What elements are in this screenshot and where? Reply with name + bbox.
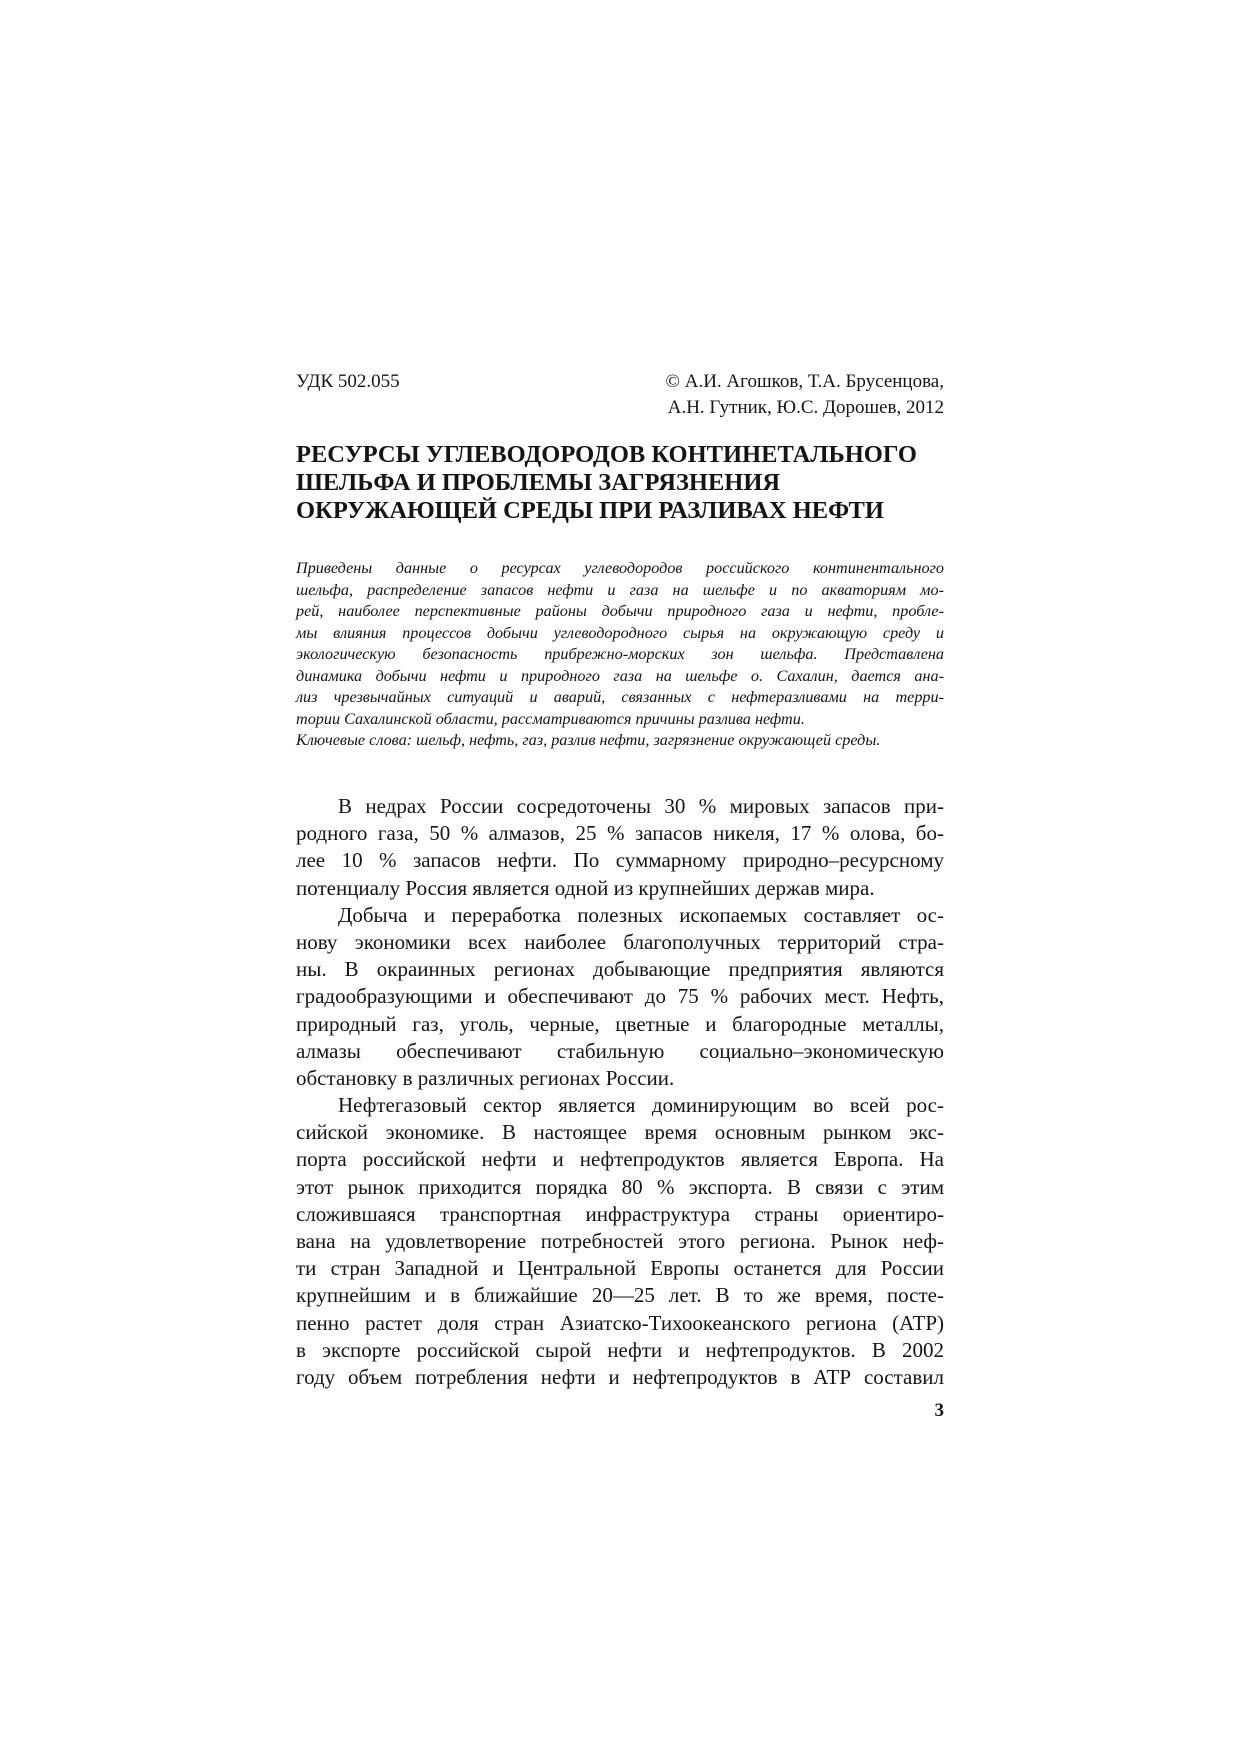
body-line: порта российской нефти и нефтепродуктов является Европа. На [296,1147,944,1172]
abstract-line: Приведены данные о ресурсах углеводородов российского континентального [296,559,944,577]
body-line: В недрах России сосредоточены 30 % мировых запасов при- [338,794,944,818]
title-line: ОКРУЖАЮЩЕЙ СРЕДЫ ПРИ РАЗЛИВАХ НЕФТИ [296,497,884,524]
body-line: крупнейшим и в ближайшие 20—25 лет. В то же время, посте- [296,1283,944,1308]
article-title [296,441,944,525]
body-line: пенно растет доля стран Азиатско-Тихоокеанского региона (АТР) [296,1310,944,1335]
article-body [296,793,944,1391]
abstract-line: рей, наиболее перспективные районы добычи природного газа и нефти, пробле- [296,602,944,620]
body-line: Добыча и переработка полезных ископаемых составляет ос- [338,902,944,927]
body-line: нову экономики всех наиболее благополучных территорий стра- [296,929,944,954]
body-line: ны. В окраинных регионах добывающие предприятия являются [296,957,944,982]
title-line: РЕСУРСЫ УГЛЕВОДОРОДОВ КОНТИНЕТАЛЬНОГО [296,441,917,468]
body-line: сийской экономике. В настоящее время основным рынком экс- [296,1120,944,1145]
abstract-line: экологическую безопасность прибрежно-морских зон шельфа. Представлена [296,645,944,663]
body-line: родного газа, 50 % алмазов, 25 % запасов никеля, 17 % олова, бо- [296,821,944,846]
authors-copyright [666,369,944,421]
abstract-line: лиз чрезвычайных ситуаций и аварий, связанных с нефтеразливами на терри- [296,688,944,706]
abstract [296,558,944,752]
body-line: обстановку в различных регионах России. [296,1065,675,1090]
udk-code: УДК 502.055 [296,371,400,392]
abstract-line: мы влияния процессов добычи углеводородного сырья на окружающую среду и [296,623,944,642]
body-line: сложившаяся транспортная инфраструктура страны ориентиро- [296,1201,944,1226]
body-line: ти стран Западной и Центральной Европы останется для России [296,1256,944,1281]
body-line: Нефтегазовый сектор является доминирующим во всей рос- [338,1093,944,1118]
body-line: году объем потребления нефти и нефтепродуктов в АТР составил [296,1364,944,1389]
authors-line: А.Н. Гутник, Ю.С. Дорошев, 2012 [667,397,944,418]
abstract-line: шельфа, распределение запасов нефти и газа на шельфе и по акваториям мо- [296,580,944,599]
body-line: лее 10 % запасов нефти. По суммарному природно–ресурсному [296,848,944,873]
journal-page [296,0,944,1755]
abstract-line: тории Сахалинской области, рассматриваются причины разлива нефти. [296,709,805,728]
body-line: в экспорте российской сырой нефти и нефтепродуктов. В 2002 [296,1337,944,1362]
body-line: вана на удовлетворение потребностей этого региона. Рынок неф- [296,1229,944,1253]
body-line: градообразующими и обеспечивают до 75 % рабочих мест. Нефть, [296,984,944,1009]
keywords: Ключевые слова: шельф, нефть, газ, разлив нефти, загрязнение окружающей среды. [296,731,881,749]
body-line: этот рынок приходится порядка 80 % экспорта. В связи с этим [296,1174,944,1199]
abstract-line: динамика добычи нефти и природного газа на шельфе о. Сахалин, дается ана- [296,666,944,685]
body-line: алмазы обеспечивают стабильную социально–экономическую [296,1038,944,1063]
page-number: 3 [934,1400,944,1421]
body-line: природный газ, уголь, черные, цветные и благородные металлы, [296,1011,944,1036]
body-line: потенциалу Россия является одной из крупнейших держав мира. [296,875,875,900]
authors-line: © А.И. Агошков, Т.А. Брусенцова, [665,371,944,392]
title-line: ШЕЛЬФА И ПРОБЛЕМЫ ЗАГРЯЗНЕНИЯ [296,469,781,496]
